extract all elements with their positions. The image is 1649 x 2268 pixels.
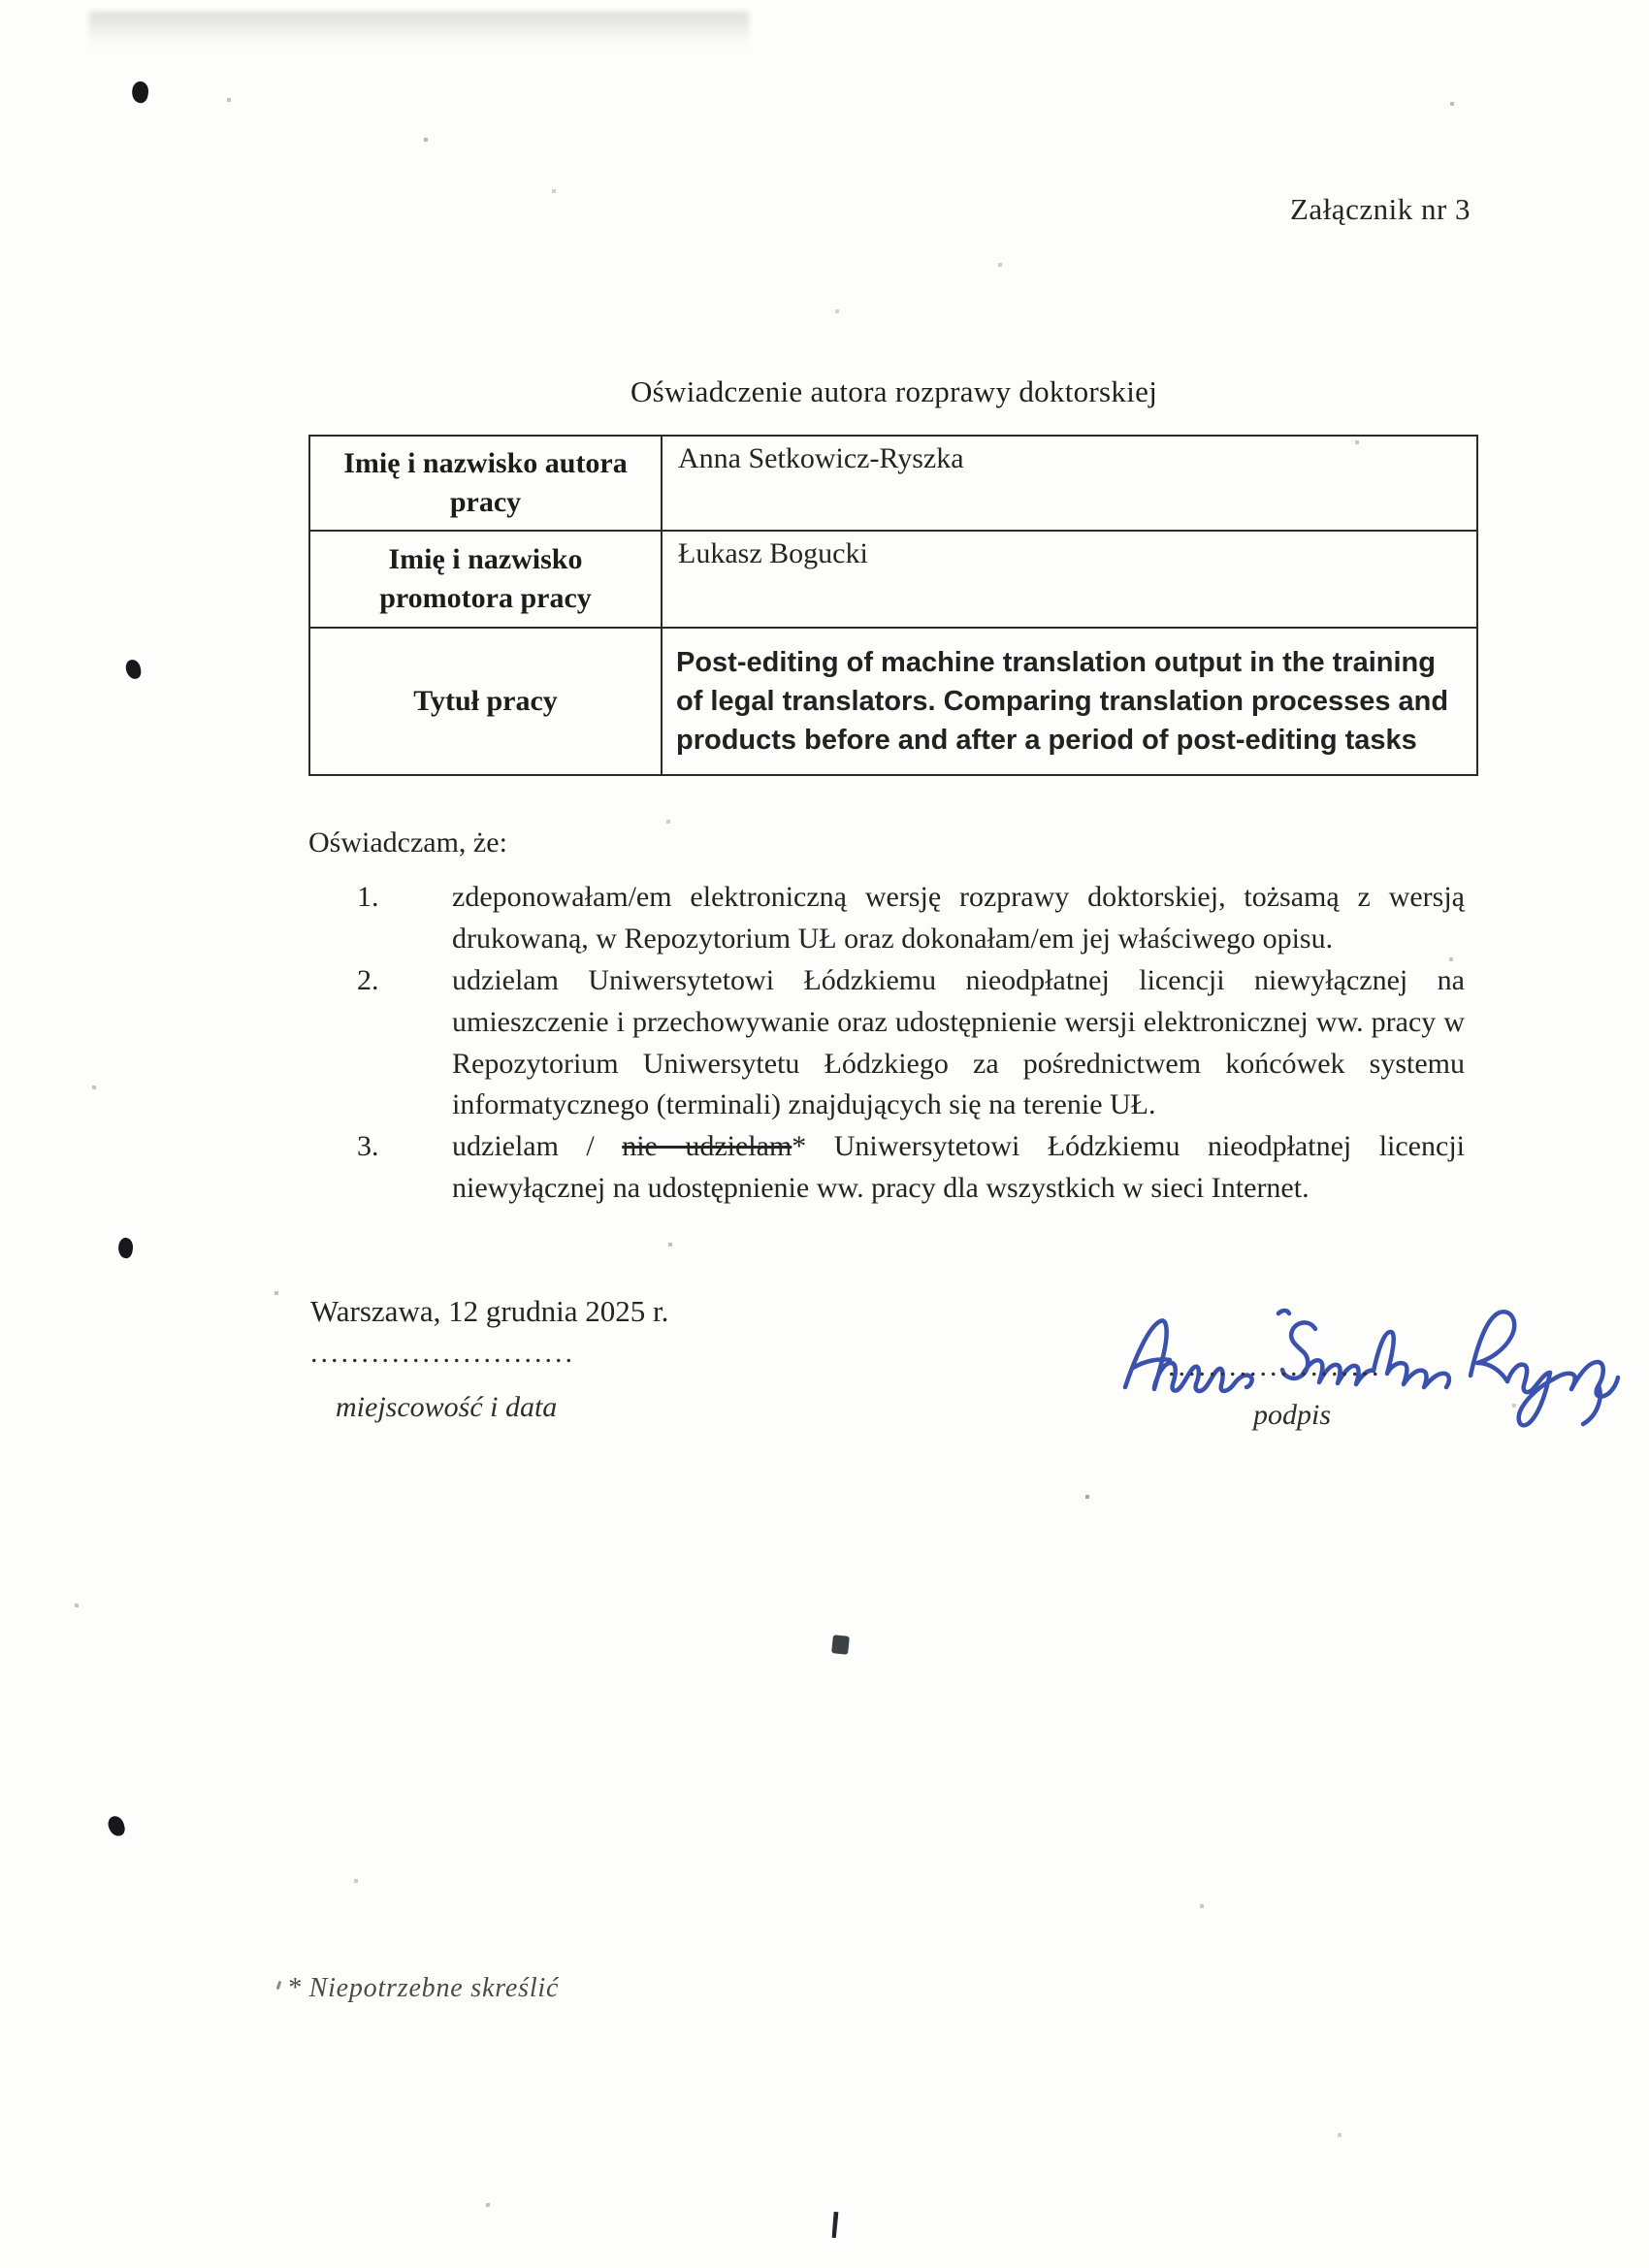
ink-blob [116, 1237, 134, 1259]
thesis-title-value: Post-editing of machine translation output in the training of legal translators. Comparing translation processes and products before and after a period of post-editing tasks [662, 628, 1477, 775]
list-item [308, 960, 1465, 1127]
declaration-intro: Oświadczam, że: [308, 826, 507, 859]
ink-mark [832, 2212, 839, 2238]
page-title: Oświadczenie autora rozprawy doktorskiej [630, 374, 1158, 408]
supervisor-name-label: Imię i nazwisko promotora pracy [309, 531, 662, 628]
ink-blob [125, 659, 143, 680]
author-name-value: Anna Setkowicz-Ryszka [662, 436, 1477, 531]
signature-dotted-line: ..................... [1168, 1350, 1382, 1382]
author-name-label: Imię i nazwisko autora pracy [309, 436, 662, 531]
list-item-text: zdeponowałam/em elektroniczną wersję rozprawy doktorskiej, tożsamą z wersją drukowaną, w Repozytorium UŁ oraz dokonałam/em jej właściwego opisu. [452, 881, 1465, 955]
list-item-text [452, 1126, 1465, 1210]
ink-mark [276, 1981, 282, 1990]
grant-rest-text: Uniwersytetowi Łódzkiemu nieodpłatnej licencji niewyłącznej na udostępnienie ww. pracy dla wszystkich w sieci Internet. [452, 1130, 1465, 1205]
table-row-thesis-title [309, 628, 1477, 775]
list-item-number: 1. [357, 881, 379, 913]
metadata-table [308, 435, 1478, 776]
list-item-text: udzielam Uniwersytetowi Łódzkiemu nieodpłatnej licencji niewyłącznej na umieszczenie i przechowywanie oraz udostępnienie wersji elektronicznej ww. pracy w Repozytorium Uniwersytetu Łódzkiego za pośrednictwem końcówek systemu informatycznego (terminali) znajdujących się na terenie UŁ. [452, 963, 1465, 1121]
grant-option-text: udzielam / [452, 1130, 623, 1163]
place-date-label: miejscowość i data [336, 1391, 558, 1423]
signature-label: podpis [1253, 1399, 1332, 1431]
list-item [308, 1126, 1465, 1210]
attachment-label: Załącznik nr 3 [1290, 192, 1471, 226]
ink-blob [130, 80, 150, 104]
scan-noise [0, 0, 2, 2]
table-row-author [309, 436, 1477, 531]
declaration-section [308, 826, 1465, 1210]
struck-out-option-text: nie udzielam [622, 1130, 792, 1163]
declaration-list [308, 877, 1465, 1210]
list-item [308, 877, 1465, 960]
ink-blob [107, 1814, 127, 1837]
place-date-dotted-line: .......................... [310, 1337, 575, 1369]
ink-mark [831, 1635, 850, 1655]
scan-smudge [89, 12, 749, 52]
list-item-number: 2. [357, 963, 379, 996]
supervisor-name-value: Łukasz Bogucki [662, 531, 1477, 628]
place-and-date-value: Warszawa, 12 grudnia 2025 r. [310, 1294, 669, 1328]
thesis-title-label: Tytuł pracy [309, 628, 662, 775]
footnote: * Niepotrzebne skreślić [287, 1973, 560, 2003]
table-row-supervisor [309, 531, 1477, 628]
list-item-number: 3. [357, 1130, 379, 1163]
footnote-asterisk: * [792, 1130, 807, 1163]
